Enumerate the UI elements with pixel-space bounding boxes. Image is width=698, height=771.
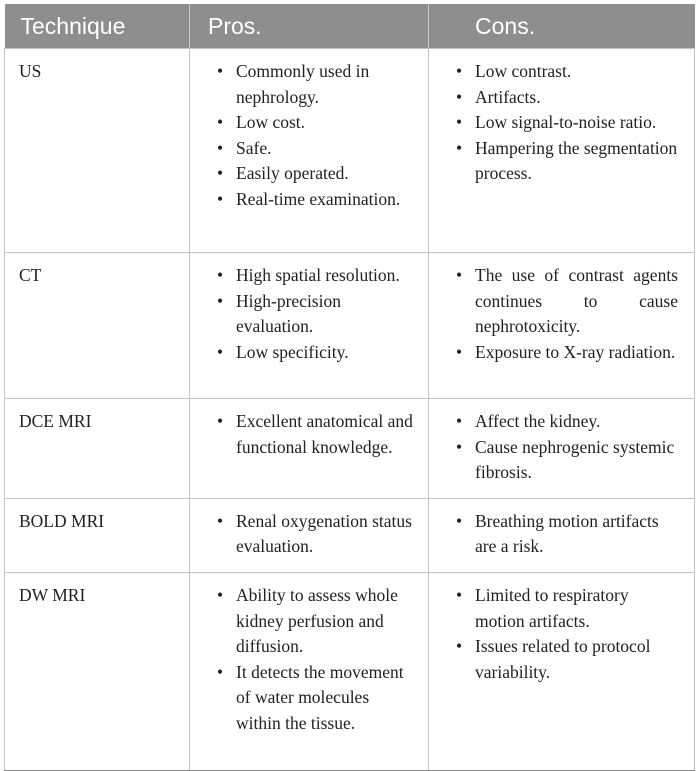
- cons-list: [449, 583, 678, 685]
- pros-cell: [190, 399, 429, 499]
- pros-list: [210, 509, 414, 560]
- pros-item: • High-precision evaluation.: [210, 289, 414, 340]
- pros-item: • Excellent anatomical and functional knowledge.: [210, 409, 414, 460]
- table-row: [5, 253, 695, 399]
- pros-list: [210, 409, 414, 460]
- pros-cell: [190, 253, 429, 399]
- pros-cell: [190, 498, 429, 572]
- cons-item: • Limited to respiratory motion artifacts.: [449, 583, 678, 634]
- cons-list: [449, 509, 678, 560]
- technique-cell: US: [5, 49, 190, 253]
- cons-list: [449, 409, 678, 486]
- pros-list: [210, 59, 414, 213]
- header-cons: Cons.: [429, 4, 695, 49]
- cons-cell: [429, 399, 695, 499]
- table-row: [5, 49, 695, 253]
- pros-item: • Renal oxygenation status evaluation.: [210, 509, 414, 560]
- technique-cell: BOLD MRI: [5, 498, 190, 572]
- cons-list: [449, 59, 678, 187]
- header-pros: Pros.: [190, 4, 429, 49]
- pros-item: • Easily operated.: [210, 161, 414, 187]
- pros-item: • Safe.: [210, 136, 414, 162]
- table-body: [5, 49, 695, 771]
- table-row: [5, 498, 695, 572]
- header-row: [5, 4, 695, 49]
- pros-item: • Real-time examination.: [210, 187, 414, 213]
- pros-item: • High spatial resolution.: [210, 263, 414, 289]
- pros-item: • Low cost.: [210, 110, 414, 136]
- pros-cell: [190, 572, 429, 770]
- cons-item: • Breathing motion artifacts are a risk.: [449, 509, 678, 560]
- cons-item: • Low contrast.: [449, 59, 678, 85]
- cons-item: • Issues related to protocol variability.: [449, 634, 678, 685]
- table-row: [5, 572, 695, 770]
- pros-item: • Low specificity.: [210, 340, 414, 366]
- cons-item: • Artifacts.: [449, 85, 678, 111]
- comparison-table: [4, 4, 695, 771]
- pros-list: [210, 263, 414, 365]
- cons-cell: [429, 498, 695, 572]
- cons-item: • The use of contrast agents continues to cause nephrotoxicity.: [449, 263, 678, 340]
- technique-cell: CT: [5, 253, 190, 399]
- cons-item: • Cause nephrogenic systemic fibrosis.: [449, 435, 678, 486]
- cons-cell: [429, 253, 695, 399]
- cons-cell: [429, 49, 695, 253]
- cons-item: • Exposure to X-ray radiation.: [449, 340, 678, 366]
- cons-list: [449, 263, 678, 365]
- technique-cell: DW MRI: [5, 572, 190, 770]
- header-technique: Technique: [5, 4, 190, 49]
- cons-cell: [429, 572, 695, 770]
- pros-cell: [190, 49, 429, 253]
- pros-list: [210, 583, 414, 737]
- cons-item: • Affect the kidney.: [449, 409, 678, 435]
- pros-item: • It detects the movement of water molecules within the tissue.: [210, 660, 414, 737]
- technique-cell: DCE MRI: [5, 399, 190, 499]
- pros-item: • Commonly used in nephrology.: [210, 59, 414, 110]
- pros-item: • Ability to assess whole kidney perfusion and diffusion.: [210, 583, 414, 660]
- table-row: [5, 399, 695, 499]
- cons-item: • Hampering the segmentation process.: [449, 136, 678, 187]
- cons-item: • Low signal-to-noise ratio.: [449, 110, 678, 136]
- table-header: [5, 4, 695, 49]
